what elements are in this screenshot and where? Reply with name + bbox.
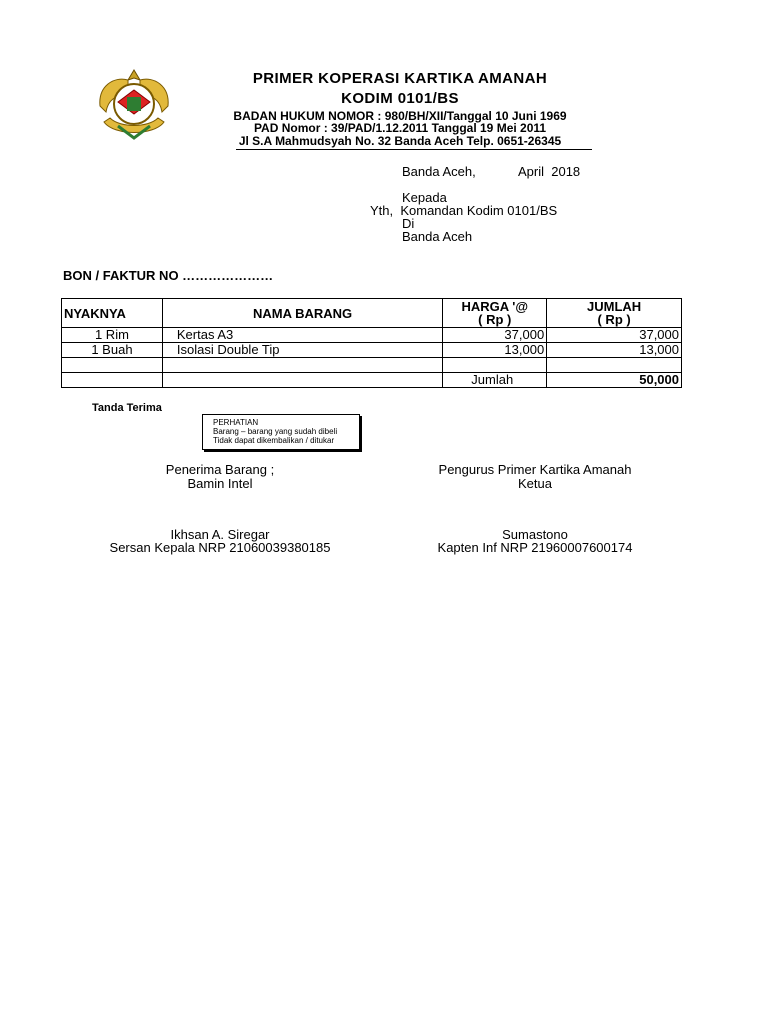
items-table — [61, 298, 682, 388]
total-cell: 13,000 — [547, 343, 682, 358]
notice-line-1: Barang – barang yang sudah dibeli — [213, 427, 338, 436]
manager-position: Ketua — [518, 476, 552, 491]
at-label: Di — [402, 216, 415, 231]
unit-name: KODIM 0101/BS — [341, 90, 459, 107]
header-qty: NYAKNYA — [62, 299, 163, 328]
legal-entity-number: BADAN HUKUM NOMOR : 980/BH/XII/Tanggal 10 Juni 1969 — [233, 109, 567, 123]
kodim-emblem-logo — [94, 66, 174, 142]
table-row — [62, 328, 682, 343]
letter-date: April 2018 — [518, 164, 581, 179]
address-line: Jl S.A Mahmudsyah No. 32 Banda Aceh Telp. 0651-26345 — [238, 134, 562, 148]
notice-box — [202, 414, 360, 450]
qty-cell: 1 Buah — [62, 343, 163, 358]
receiver-name: Ikhsan A. Siregar — [170, 527, 270, 542]
recipient: Yth, Komandan Kodim 0101/BS — [370, 203, 558, 218]
manager-role: Pengurus Primer Kartika Amanah — [438, 462, 632, 477]
item-name-cell: Kertas A3 — [162, 328, 442, 343]
grand-total: 50,000 — [547, 373, 682, 388]
total-label: Jumlah — [443, 373, 547, 388]
receiver-role: Penerima Barang ; — [165, 462, 275, 477]
item-name-cell: Isolasi Double Tip — [162, 343, 442, 358]
pad-number: PAD Nomor : 39/PAD/1.12.2011 Tanggal 19 Mei 2011 — [253, 121, 547, 135]
letter-place: Banda Aceh, — [402, 164, 476, 179]
header-item-name: NAMA BARANG — [162, 299, 442, 328]
header-unit-price: HARGA '@ ( Rp ) — [443, 299, 547, 328]
price-cell: 37,000 — [443, 328, 547, 343]
table-row — [62, 343, 682, 358]
table-row-empty — [62, 358, 682, 373]
table-header-row — [62, 299, 682, 328]
total-cell: 37,000 — [547, 328, 682, 343]
invoice-number: BON / FAKTUR NO ………………… — [63, 268, 274, 283]
header-amount: JUMLAH ( Rp ) — [547, 299, 682, 328]
manager-name: Sumastono — [502, 527, 568, 542]
to-label: Kepada — [402, 190, 447, 205]
recipient-city: Banda Aceh — [402, 229, 473, 244]
manager-rank: Kapten Inf NRP 21960007600174 — [437, 540, 633, 555]
receiver-position: Bamin Intel — [187, 476, 253, 491]
receipt-label: Tanda Terima — [92, 402, 162, 414]
organization-name: PRIMER KOPERASI KARTIKA AMANAH — [252, 70, 548, 87]
header-divider — [236, 149, 592, 150]
receiver-rank: Sersan Kepala NRP 21060039380185 — [109, 540, 331, 555]
table-total-row — [62, 373, 682, 388]
qty-cell: 1 Rim — [62, 328, 163, 343]
notice-title: PERHATIAN — [213, 418, 259, 427]
notice-line-2: Tidak dapat dikembalikan / ditukar — [213, 436, 335, 445]
price-cell: 13,000 — [443, 343, 547, 358]
